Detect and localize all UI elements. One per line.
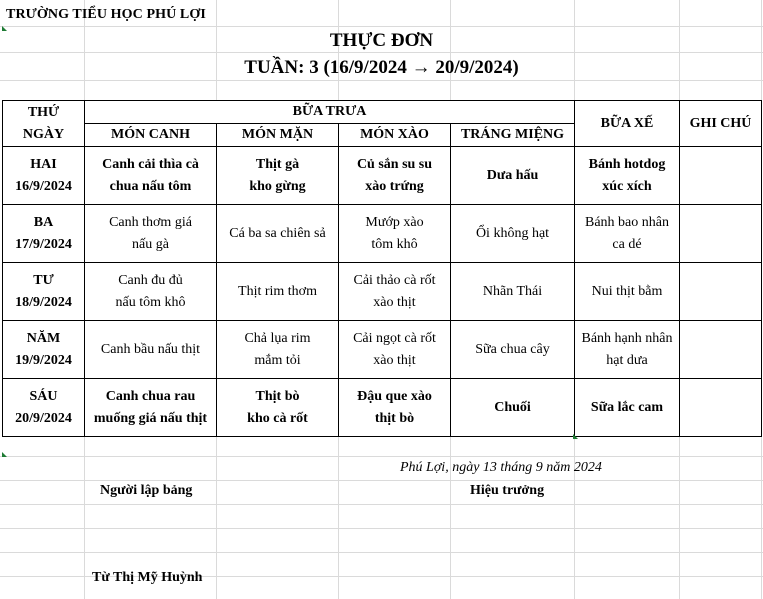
day-date: 18/9/2024 <box>15 294 72 310</box>
note-cell[interactable] <box>680 147 762 205</box>
savory-cell[interactable] <box>217 147 339 205</box>
table-row <box>3 321 762 379</box>
savory-line: Thịt rim thơm <box>238 283 317 299</box>
principal-label[interactable]: Hiệu trưởng <box>470 483 545 498</box>
soup-line: Canh chua rau <box>105 388 196 404</box>
stirfry-line: xào trứng <box>365 178 424 194</box>
stirfry-cell[interactable] <box>339 147 451 205</box>
table-row <box>3 147 762 205</box>
day-name: NĂM <box>26 330 61 346</box>
stirfry-cell[interactable] <box>339 321 451 379</box>
day-name: BA <box>33 214 54 230</box>
week-range[interactable]: TUẦN: 3 (16/9/2024 → 20/9/2024) <box>244 57 519 78</box>
snack-cell[interactable] <box>575 147 680 205</box>
day-date: 19/9/2024 <box>15 352 72 368</box>
dessert-cell[interactable] <box>451 321 575 379</box>
stirfry-line: tôm khô <box>371 236 418 252</box>
soup-cell[interactable] <box>85 205 217 263</box>
preparer-name[interactable]: Từ Thị Mỹ Huỳnh <box>92 570 203 585</box>
snack-cell[interactable] <box>575 205 680 263</box>
note-cell[interactable] <box>680 205 762 263</box>
header-day[interactable] <box>3 101 85 147</box>
snack-line: Sữa lắc cam <box>590 399 664 415</box>
menu-table <box>2 100 762 437</box>
day-name: TƯ <box>33 272 54 288</box>
snack-cell[interactable] <box>575 263 680 321</box>
day-name: SÁU <box>29 388 58 404</box>
header-lunch[interactable]: BỮA TRƯA <box>85 101 575 124</box>
snack-line: xúc xích <box>602 178 652 194</box>
stirfry-line: Đậu que xào <box>357 388 432 404</box>
table-row <box>3 379 762 437</box>
header-savory[interactable]: MÓN MẶN <box>217 124 339 147</box>
soup-line: Canh thơm giá <box>109 214 192 230</box>
stirfry-line: Cải thảo cà rốt <box>353 272 436 288</box>
snack-line: Bánh hotdog <box>588 156 666 172</box>
day-name: HAI <box>30 156 57 172</box>
soup-line: chua nấu tôm <box>109 178 192 194</box>
snack-line: Bánh hạnh nhân <box>581 330 673 346</box>
soup-cell[interactable] <box>85 379 217 437</box>
dessert-cell[interactable] <box>451 263 575 321</box>
menu-body <box>3 147 762 437</box>
dessert-line: Nhãn Thái <box>482 283 543 299</box>
header-soup[interactable]: MÓN CANH <box>85 124 217 147</box>
table-row <box>3 205 762 263</box>
stirfry-line: Mướp xào <box>365 214 424 230</box>
savory-line: kho gừng <box>249 178 306 194</box>
soup-line: nấu tôm khô <box>115 294 186 310</box>
dessert-line: Dưa hấu <box>486 167 539 183</box>
soup-line: Canh đu đủ <box>118 272 183 288</box>
savory-cell[interactable] <box>217 379 339 437</box>
note-cell[interactable] <box>680 379 762 437</box>
stirfry-line: xào thịt <box>373 352 416 368</box>
stirfry-line: Cải ngọt cà rốt <box>353 330 436 346</box>
preparer-label[interactable]: Người lập bảng <box>100 483 193 498</box>
header-day-top: THỨ <box>27 104 60 120</box>
place-date[interactable]: Phú Lợi, ngày 13 tháng 9 năm 2024 <box>400 460 602 475</box>
soup-line: nấu gà <box>132 236 169 252</box>
table-row <box>3 263 762 321</box>
stirfry-cell[interactable] <box>339 205 451 263</box>
cell-marker <box>2 452 7 457</box>
day-cell[interactable] <box>3 205 85 263</box>
stirfry-line: xào thịt <box>373 294 416 310</box>
savory-cell[interactable] <box>217 321 339 379</box>
soup-cell[interactable] <box>85 321 217 379</box>
menu-title[interactable]: THỰC ĐƠN <box>329 30 434 51</box>
stirfry-cell[interactable] <box>339 263 451 321</box>
note-cell[interactable] <box>680 263 762 321</box>
stirfry-line: Củ sắn su su <box>356 156 433 172</box>
soup-line: muống giá nấu thịt <box>93 410 208 426</box>
header-day-bottom: NGÀY <box>22 126 65 142</box>
day-cell[interactable] <box>3 379 85 437</box>
soup-line: Canh bầu nấu thịt <box>100 341 201 357</box>
day-date: 20/9/2024 <box>15 410 72 426</box>
stirfry-line: thịt bò <box>374 410 415 426</box>
stirfry-cell[interactable] <box>339 379 451 437</box>
snack-line: Nui thịt bằm <box>591 283 663 299</box>
header-dessert[interactable]: TRÁNG MIỆNG <box>451 124 575 147</box>
dessert-line: Chuối <box>494 399 531 415</box>
cell-marker <box>573 434 578 439</box>
day-cell[interactable] <box>3 321 85 379</box>
day-cell[interactable] <box>3 147 85 205</box>
dessert-line: Ổi không hạt <box>475 225 550 241</box>
savory-line: Thịt gà <box>255 156 300 172</box>
savory-line: kho cà rốt <box>247 410 308 426</box>
savory-line: Chả lụa rim <box>244 330 311 346</box>
savory-cell[interactable] <box>217 205 339 263</box>
snack-line: Bánh bao nhân <box>585 214 669 230</box>
dessert-cell[interactable] <box>451 205 575 263</box>
soup-cell[interactable] <box>85 147 217 205</box>
note-cell[interactable] <box>680 321 762 379</box>
soup-line: Canh cải thìa cà <box>102 156 199 172</box>
dessert-cell[interactable] <box>451 147 575 205</box>
snack-cell[interactable] <box>575 379 680 437</box>
snack-line: ca dé <box>612 236 642 252</box>
soup-cell[interactable] <box>85 263 217 321</box>
dessert-cell[interactable] <box>451 379 575 437</box>
header-stirfry[interactable]: MÓN XÀO <box>339 124 451 147</box>
savory-line: mắm tỏi <box>254 352 301 368</box>
day-date: 17/9/2024 <box>15 236 72 252</box>
day-cell[interactable] <box>3 263 85 321</box>
savory-cell[interactable] <box>217 263 339 321</box>
savory-line: Cá ba sa chiên sả <box>229 225 326 241</box>
header-snack[interactable]: BỮA XẾ <box>575 101 680 147</box>
day-date: 16/9/2024 <box>15 178 72 194</box>
savory-line: Thịt bò <box>255 388 300 404</box>
header-note[interactable]: GHI CHÚ <box>680 101 762 147</box>
school-name[interactable]: TRƯỜNG TIỂU HỌC PHÚ LỢI <box>6 7 206 22</box>
dessert-line: Sữa chua cây <box>475 341 550 357</box>
snack-line: hạt dưa <box>606 352 648 368</box>
snack-cell[interactable] <box>575 321 680 379</box>
